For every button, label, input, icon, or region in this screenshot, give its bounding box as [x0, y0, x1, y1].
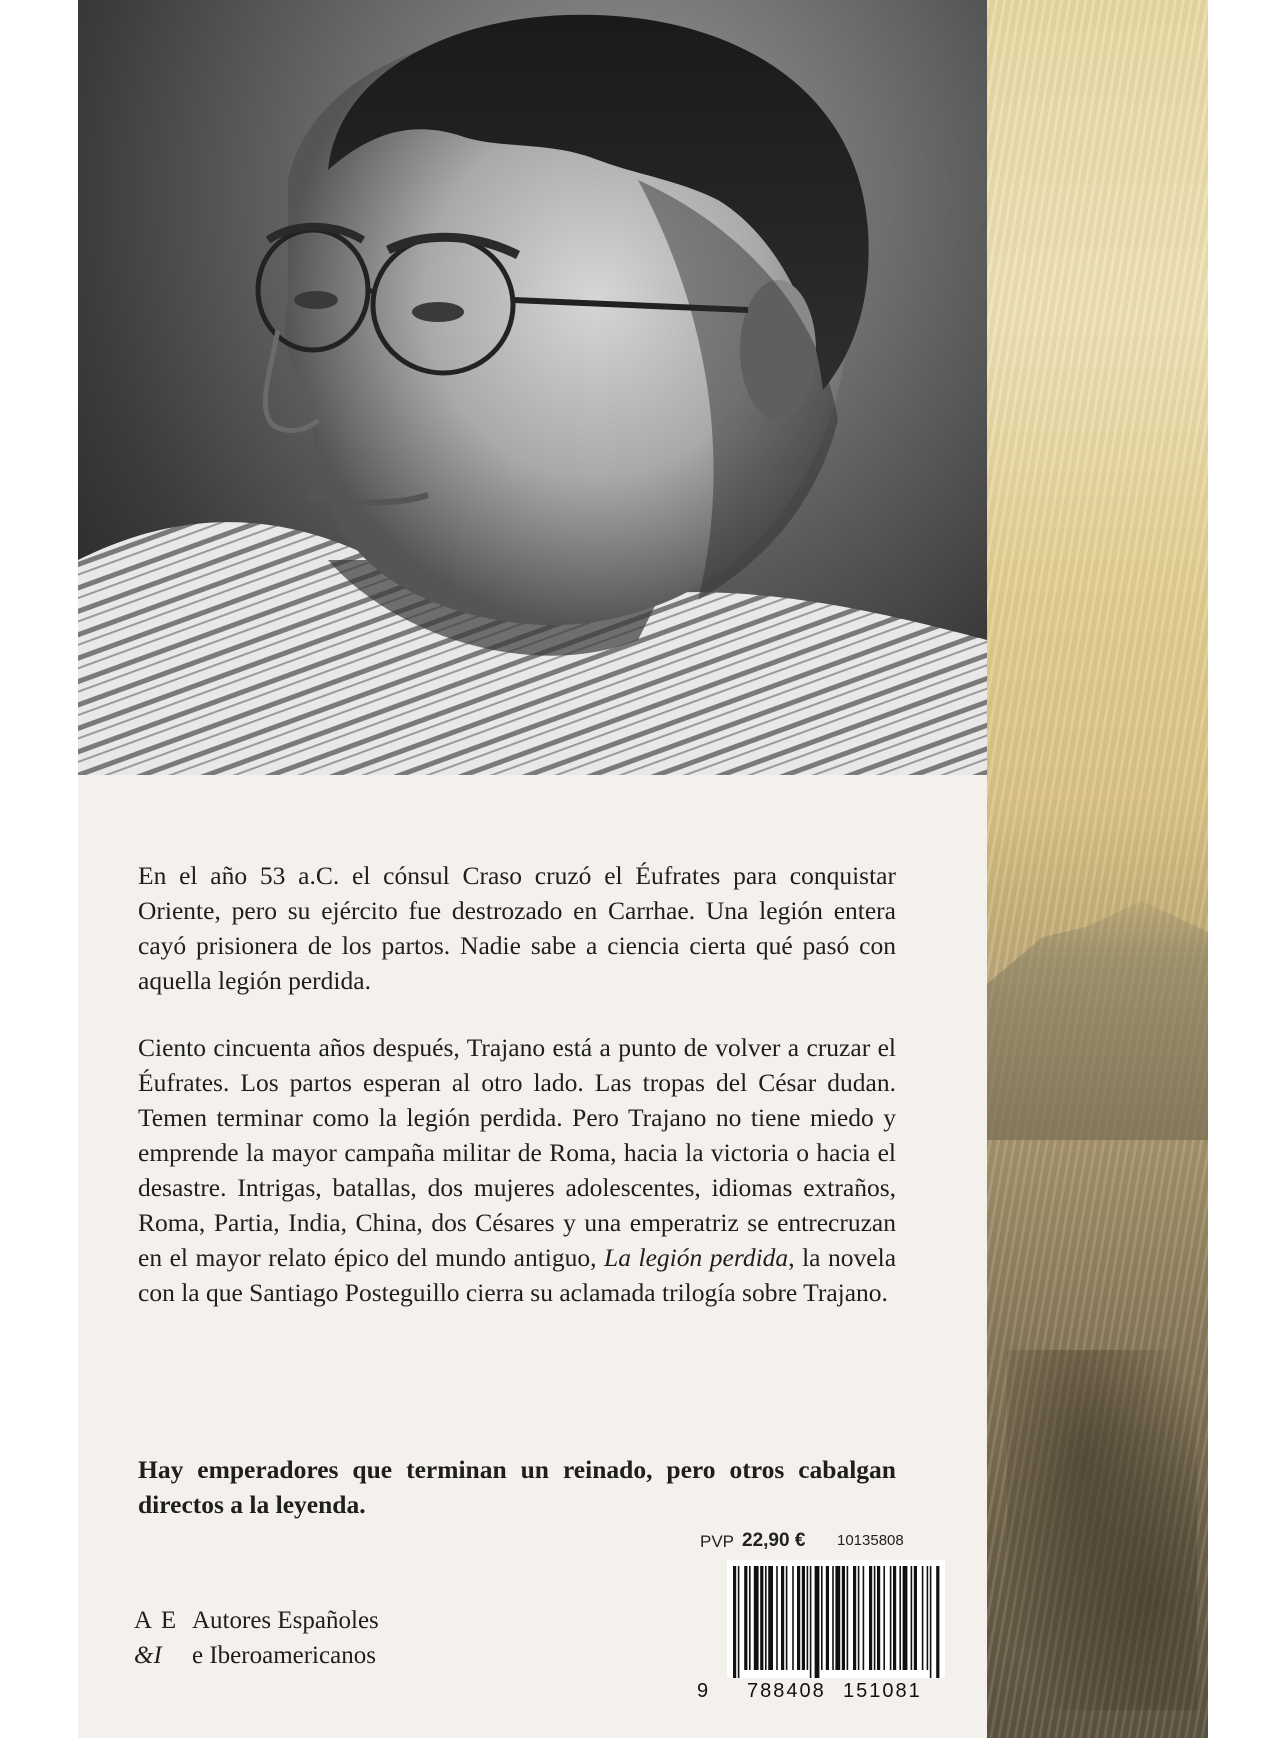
barcode-bar — [738, 1566, 740, 1678]
barcode-bar — [922, 1566, 924, 1670]
landscape-image-strip — [987, 0, 1208, 1738]
barcode-bar — [807, 1566, 809, 1670]
barcode-bar — [890, 1566, 892, 1670]
author-photo — [78, 0, 987, 775]
barcode-bar — [786, 1566, 788, 1670]
barcode-bar — [858, 1566, 860, 1670]
barcode-bar — [863, 1566, 865, 1670]
description-paragraph-2-end: , la novela con la que Santiago Posteguillo cierra su aclamada trilogía sobre Trajano. — [138, 1243, 897, 1307]
price-line — [697, 1530, 947, 1556]
barcode-bar — [781, 1566, 784, 1670]
barcode-bar — [749, 1566, 751, 1670]
barcode-bar — [776, 1566, 778, 1670]
publisher-mark-line-1: A E — [134, 1607, 179, 1634]
barcode-bar — [835, 1566, 840, 1670]
barcode-bar — [832, 1566, 834, 1670]
barcode-bar — [914, 1566, 917, 1670]
barcode-bar — [847, 1566, 849, 1670]
barcode-bar — [821, 1566, 823, 1670]
barcode-bar — [853, 1566, 856, 1670]
barcode-bars — [731, 1566, 941, 1678]
barcode-bar — [927, 1566, 929, 1670]
barcode-bar — [744, 1566, 747, 1670]
barcode-bar — [893, 1566, 896, 1670]
price-label: PVP — [700, 1532, 735, 1551]
barcode-bar — [883, 1566, 885, 1670]
hills-illustration — [987, 880, 1208, 1140]
publisher-name-line-2: e Iberoamericanos — [192, 1642, 376, 1669]
barcode-bar — [797, 1566, 800, 1670]
isbn-right-group: 151081 — [843, 1680, 922, 1702]
book-title: La legión perdida — [604, 1243, 789, 1272]
barcode-bar — [911, 1566, 913, 1670]
barcode-bar — [768, 1566, 773, 1670]
isbn-left-group: 788408 — [747, 1680, 826, 1702]
price-amount: 22,90 € — [742, 1530, 806, 1551]
barcode-bar — [869, 1566, 872, 1670]
isbn-first-digit: 9 — [697, 1680, 709, 1702]
barcode-bar — [802, 1566, 805, 1670]
barcode-bar — [874, 1566, 876, 1670]
description-paragraph-2 — [138, 1030, 896, 1310]
barcode-bar — [903, 1566, 908, 1670]
barcode-bar — [936, 1566, 939, 1678]
barcode-bar — [842, 1566, 845, 1670]
barcode-bar — [792, 1566, 794, 1670]
reference-code: 10135808 — [837, 1532, 904, 1549]
barcode-bar — [877, 1566, 880, 1670]
publisher-name-line-1: Autores Españoles — [192, 1607, 379, 1634]
barcode-bar — [930, 1566, 932, 1678]
soldiers-illustration — [1007, 1350, 1197, 1710]
publisher-mark-line-2: &I — [134, 1642, 162, 1669]
barcode-bar — [826, 1566, 829, 1670]
tagline: Hay emperadores que terminan un reinado, pero otros cabalgan directos a la leyenda. — [138, 1455, 896, 1519]
barcode — [727, 1560, 945, 1678]
publisher-logo — [134, 1607, 434, 1677]
barcode-bar — [765, 1566, 767, 1670]
barcode-bar — [810, 1566, 812, 1678]
barcode-bar — [815, 1566, 820, 1678]
barcode-bar — [899, 1566, 901, 1670]
description-paragraph-1: En el año 53 a.C. el cónsul Craso cruzó el Éufrates para conquistar Oriente, pero su ejército fue destrozado en Carrhae. Una legión entera cayó prisionera de los partos. Nadie sabe a ciencia cierta qué pasó con aquella legión perdida. — [138, 861, 896, 995]
barcode-bar — [754, 1566, 759, 1670]
description-paragraph-2-start: Ciento cincuenta años después, Trajano está a punto de volver a cruzar el Éufrates. Los partos esperan al otro lado. Las tropas del César dudan. Temen terminar como la legión perdida. Pero Trajano no tiene miedo y emprende la mayor campaña militar de Roma, hacia la victoria o hacia el desastre. Intrigas, batallas, dos mujeres adolescentes, idiomas extraños, Roma, Partia, India, China, dos Césares y una emperatriz se entrecruzan en el mayor relato épico del mundo antiguo, — [138, 1033, 896, 1272]
barcode-bar — [733, 1566, 736, 1678]
barcode-bar — [760, 1566, 763, 1670]
